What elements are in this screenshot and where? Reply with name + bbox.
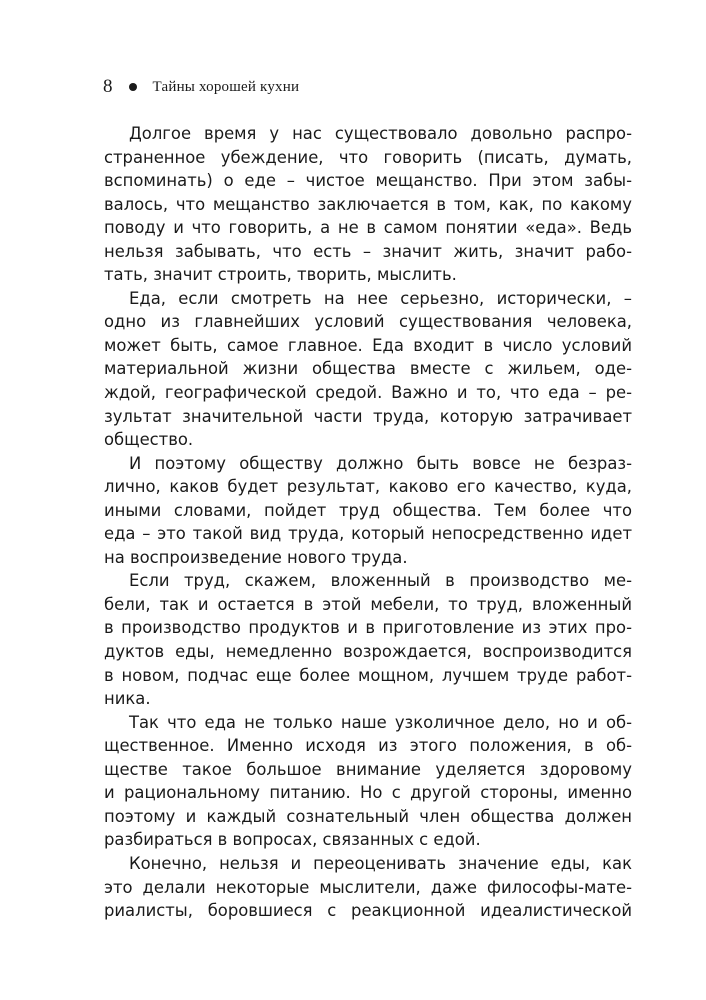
- text-line: Так что еда не только наше узколичное дело, но и об-: [129, 712, 632, 732]
- text-line: страненное убеждение, что говорить (писать, думать,: [104, 147, 632, 167]
- paragraph: [104, 452, 632, 570]
- text-line: поэтому и каждый сознательный член общества должен: [104, 806, 632, 826]
- text-line: еда – это такой вид труда, который непосредственно идет: [104, 524, 632, 544]
- text-line: в производство продуктов и в приготовление из этих про-: [104, 618, 632, 638]
- text-line: бели, так и остается в этой мебели, то труд, вложенный: [104, 594, 632, 614]
- paragraph: [104, 122, 632, 287]
- text-line: Если труд, скажем, вложенный в производство ме-: [129, 571, 632, 591]
- paragraph: [104, 711, 632, 852]
- text-line: тать, значит строить, творить, мыслить.: [104, 265, 457, 285]
- text-line: валось, что мещанство заключается в том, как, по какому: [104, 194, 632, 214]
- paragraph: [104, 852, 632, 923]
- text-line: ществе такое большое внимание уделяется здоровому: [104, 759, 632, 779]
- text-line: разбираться в вопросах, связанных с едой.: [104, 830, 481, 850]
- text-line: Еда, если смотреть на нее серьезно, исторически, –: [129, 288, 632, 308]
- text-line: может быть, самое главное. Еда входит в число условий: [104, 335, 632, 355]
- text-line: это делали некоторые мыслители, даже философы-мате-: [104, 877, 632, 897]
- text-line: поводу и что говорить, а не в самом понятии «еда». Ведь: [104, 218, 632, 238]
- text-line: и рациональному питанию. Но с другой стороны, именно: [104, 783, 632, 803]
- text-line: зультат значительной части труда, которую затрачивает: [104, 406, 632, 426]
- text-line: дуктов еды, немедленно возрождается, воспроизводится: [104, 642, 632, 662]
- text-line: щественное. Именно исходя из этого положения, в об-: [104, 736, 632, 756]
- text-line: нельзя забывать, что есть – значит жить, значит рабо-: [104, 241, 632, 261]
- running-title: Тайны хорошей кухни: [152, 78, 300, 95]
- text-line: материальной жизни общества вместе с жильем, оде-: [104, 359, 632, 379]
- text-line: Долгое время у нас существовало довольно распро-: [129, 124, 632, 143]
- text-line: одно из главнейших условий существования человека,: [104, 312, 632, 332]
- text-line: риалисты, боровшиеся с реакционной идеалистической: [104, 901, 632, 921]
- bullet-separator-icon: [129, 83, 137, 91]
- text-line: общество.: [104, 430, 194, 450]
- text-line: в новом, подчас еще более мощном, лучшем труде работ-: [104, 665, 632, 685]
- paragraph: [104, 287, 632, 452]
- body-text: [104, 122, 632, 923]
- text-line: на воспроизведение нового труда.: [104, 547, 408, 567]
- page-number: 8: [103, 76, 113, 97]
- text-line: лично, каков будет результат, каково его качество, куда,: [104, 477, 632, 497]
- text-line: Конечно, нельзя и переоценивать значение еды, как: [129, 853, 632, 873]
- text-line: иными словами, пойдет труд общества. Тем более что: [104, 500, 632, 520]
- text-line: И поэтому обществу должно быть вовсе не безраз-: [129, 453, 632, 473]
- text-line: вспоминать) о еде – чистое мещанство. При этом забы-: [104, 171, 632, 191]
- text-line: ника.: [104, 689, 151, 709]
- text-line: ждой, географической средой. Важно и то, что еда – ре-: [104, 383, 632, 403]
- running-header: [103, 76, 299, 98]
- paragraph: [104, 569, 632, 710]
